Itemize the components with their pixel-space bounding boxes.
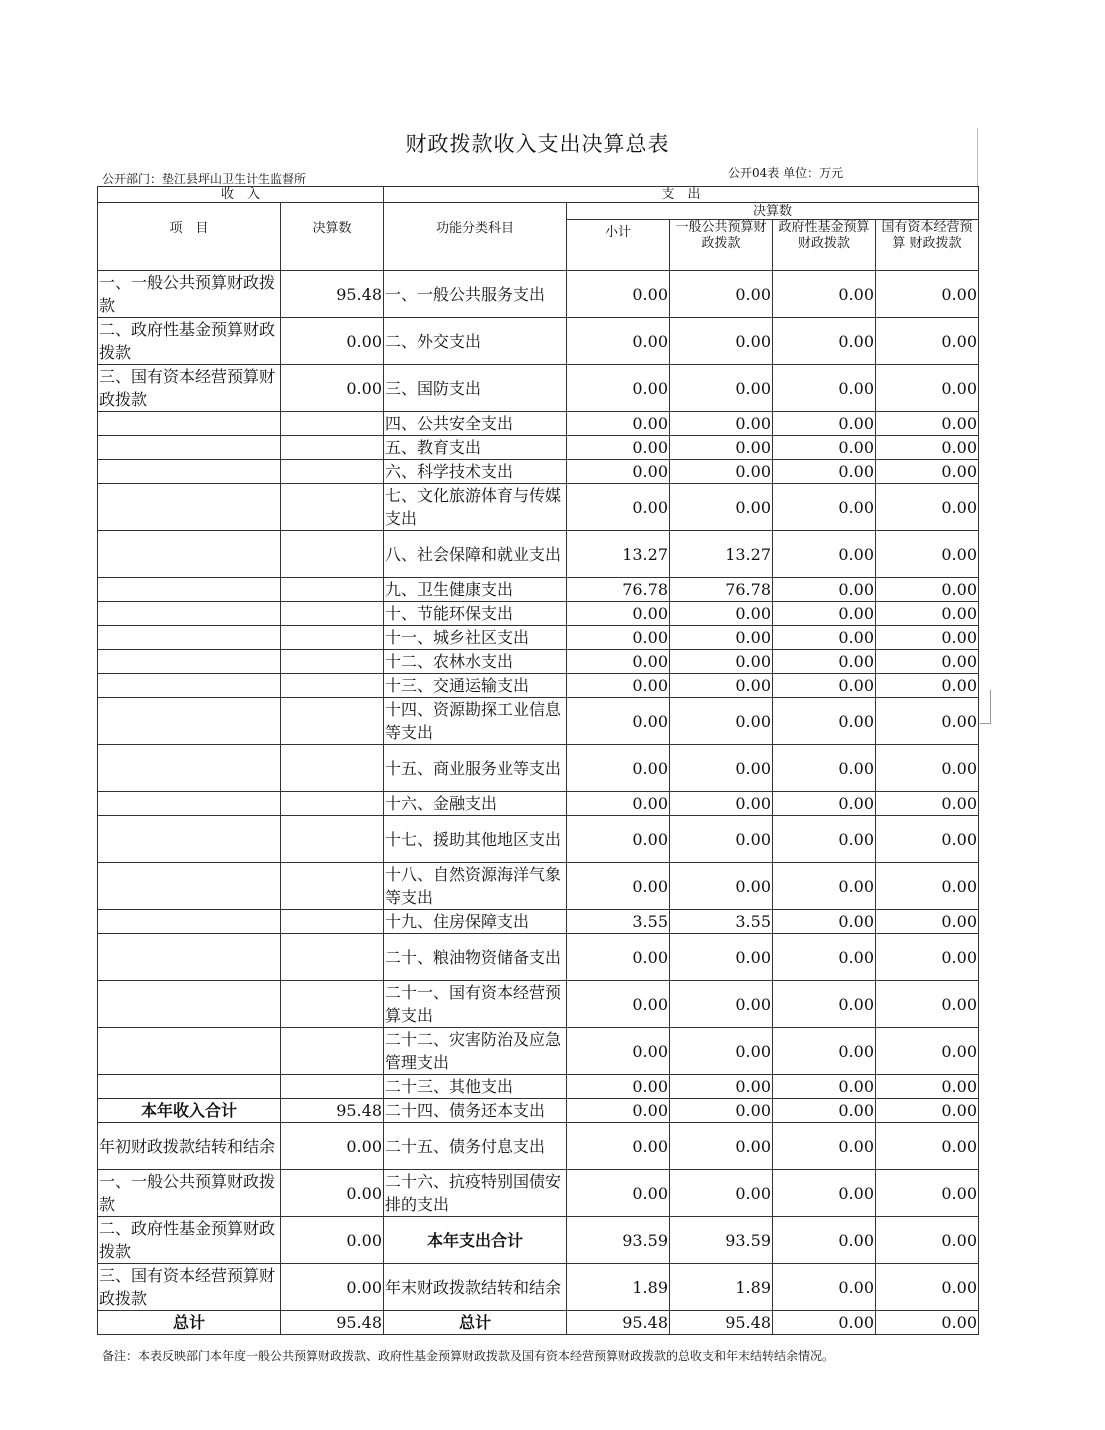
state-capital-cell: 0.00: [876, 674, 979, 698]
expense-item-cell: 十五、商业服务业等支出: [384, 745, 567, 792]
state-capital-cell: 0.00: [876, 910, 979, 934]
table-unit-label: 公开04表 单位：万元: [728, 166, 844, 180]
table-row: [98, 1028, 979, 1075]
general-budget-cell: 93.59: [670, 1217, 773, 1264]
table-row: [98, 271, 979, 318]
general-budget-cell: 13.27: [670, 531, 773, 578]
general-budget-cell: 0.00: [670, 436, 773, 460]
gov-fund-cell: 0.00: [773, 365, 876, 412]
table-row: [98, 745, 979, 792]
income-amount-cell: [281, 698, 384, 745]
general-budget-cell: 0.00: [670, 460, 773, 484]
table-row: [98, 1311, 979, 1335]
state-capital-cell: 0.00: [876, 1264, 979, 1311]
state-capital-cell: 0.00: [876, 436, 979, 460]
income-amount-cell: 0.00: [281, 1123, 384, 1170]
final-amount-header: 决算数: [567, 203, 979, 220]
general-budget-cell: 0.00: [670, 484, 773, 531]
table-row: [98, 578, 979, 602]
income-amount-cell: [281, 934, 384, 981]
income-amount-cell: [281, 412, 384, 436]
subtotal-cell: 95.48: [567, 1311, 670, 1335]
income-amount-cell: [281, 981, 384, 1028]
general-budget-cell: 0.00: [670, 981, 773, 1028]
gov-fund-cell: 0.00: [773, 626, 876, 650]
income-item-cell: [98, 1075, 281, 1099]
expense-item-cell: 十六、金融支出: [384, 792, 567, 816]
income-item-cell: 年初财政拨款结转和结余: [98, 1123, 281, 1170]
gov-fund-cell: 0.00: [773, 934, 876, 981]
general-budget-cell: 0.00: [670, 318, 773, 365]
table-row: [98, 626, 979, 650]
general-budget-cell: 0.00: [670, 745, 773, 792]
table-row: [98, 816, 979, 863]
income-amount-cell: [281, 578, 384, 602]
state-capital-cell: 0.00: [876, 365, 979, 412]
income-item-cell: [98, 981, 281, 1028]
state-capital-cell: 0.00: [876, 1075, 979, 1099]
income-item-cell: [98, 816, 281, 863]
table-row: [98, 934, 979, 981]
expense-item-cell: 总计: [384, 1311, 567, 1335]
subtotal-cell: 0.00: [567, 318, 670, 365]
income-item-cell: [98, 745, 281, 792]
income-item-cell: [98, 674, 281, 698]
subtotal-cell: 0.00: [567, 365, 670, 412]
subtotal-cell: 0.00: [567, 1170, 670, 1217]
income-amount-cell: [281, 436, 384, 460]
general-budget-cell: 0.00: [670, 626, 773, 650]
table-row: [98, 1170, 979, 1217]
expense-item-cell: 八、社会保障和就业支出: [384, 531, 567, 578]
state-capital-cell: 0.00: [876, 484, 979, 531]
margin-mark: [980, 723, 990, 724]
state-capital-cell: 0.00: [876, 1028, 979, 1075]
expense-item-cell: 十三、交通运输支出: [384, 674, 567, 698]
subtotal-cell: 0.00: [567, 674, 670, 698]
state-capital-cell: 0.00: [876, 318, 979, 365]
expense-item-cell: 二十三、其他支出: [384, 1075, 567, 1099]
subtotal-cell: 0.00: [567, 792, 670, 816]
general-budget-cell: 0.00: [670, 365, 773, 412]
general-budget-cell: 95.48: [670, 1311, 773, 1335]
state-capital-cell: 0.00: [876, 981, 979, 1028]
income-amount-cell: [281, 745, 384, 792]
subtotal-cell: 0.00: [567, 460, 670, 484]
general-budget-cell: 0.00: [670, 698, 773, 745]
gov-fund-cell: 0.00: [773, 863, 876, 910]
expense-header: 支 出: [384, 187, 979, 203]
subtotal-cell: 0.00: [567, 745, 670, 792]
income-item-cell: 一、一般公共预算财政拨款: [98, 271, 281, 318]
subtotal-cell: 0.00: [567, 1075, 670, 1099]
gov-fund-cell: 0.00: [773, 1264, 876, 1311]
income-item-cell: [98, 650, 281, 674]
expense-item-cell: 十二、农林水支出: [384, 650, 567, 674]
gov-fund-cell: 0.00: [773, 602, 876, 626]
subtotal-cell: 13.27: [567, 531, 670, 578]
gov-fund-cell: 0.00: [773, 318, 876, 365]
gov-fund-cell: 0.00: [773, 910, 876, 934]
income-item-cell: [98, 698, 281, 745]
gov-fund-cell: 0.00: [773, 1028, 876, 1075]
margin-mark: [990, 690, 991, 724]
page-title: 财政拨款收入支出决算总表: [405, 132, 670, 156]
table-row: [98, 1075, 979, 1099]
general-budget-cell: 0.00: [670, 792, 773, 816]
income-amount-cell: [281, 1075, 384, 1099]
expense-item-cell: 七、文化旅游体育与传媒支出: [384, 484, 567, 531]
income-item-cell: [98, 910, 281, 934]
general-budget-cell: 0.00: [670, 1170, 773, 1217]
gov-fund-cell: 0.00: [773, 578, 876, 602]
subtotal-cell: 0.00: [567, 271, 670, 318]
table-row: [98, 1264, 979, 1311]
income-amount-cell: 0.00: [281, 1264, 384, 1311]
subtotal-cell: 0.00: [567, 981, 670, 1028]
table-row: [98, 602, 979, 626]
subtotal-cell: 0.00: [567, 698, 670, 745]
gov-fund-cell: 0.00: [773, 698, 876, 745]
table-row: [98, 1123, 979, 1170]
income-amount-cell: [281, 531, 384, 578]
state-capital-cell: 0.00: [876, 412, 979, 436]
subtotal-cell: 0.00: [567, 626, 670, 650]
state-capital-cell: 0.00: [876, 602, 979, 626]
income-item-cell: [98, 531, 281, 578]
subtotal-cell: 0.00: [567, 934, 670, 981]
expense-item-cell: 五、教育支出: [384, 436, 567, 460]
gov-fund-cell: 0.00: [773, 460, 876, 484]
table-row: [98, 698, 979, 745]
state-capital-cell: 0.00: [876, 578, 979, 602]
subtotal-cell: 0.00: [567, 484, 670, 531]
state-capital-cell: 0.00: [876, 1170, 979, 1217]
expense-item-cell: 二十、粮油物资储备支出: [384, 934, 567, 981]
general-budget-cell: 0.00: [670, 816, 773, 863]
general-budget-header: 一般公共预算财政拨款: [670, 220, 773, 271]
table-row: [98, 674, 979, 698]
table-row: [98, 1217, 979, 1264]
income-header: 收 入: [98, 187, 384, 203]
expense-item-cell: 二十一、国有资本经营预算支出: [384, 981, 567, 1028]
table-row: [98, 531, 979, 578]
income-item-cell: [98, 1028, 281, 1075]
state-capital-cell: 0.00: [876, 698, 979, 745]
table-row: [98, 412, 979, 436]
table-row: [98, 436, 979, 460]
gov-fund-cell: 0.00: [773, 436, 876, 460]
appropriation-table: [97, 186, 979, 1335]
expense-item-cell: 六、科学技术支出: [384, 460, 567, 484]
income-amount-cell: 0.00: [281, 1170, 384, 1217]
subtotal-cell: 0.00: [567, 436, 670, 460]
subtotal-cell: 0.00: [567, 816, 670, 863]
subtotal-cell: 0.00: [567, 412, 670, 436]
income-item-cell: [98, 602, 281, 626]
subtotal-cell: 0.00: [567, 1123, 670, 1170]
income-item-cell: [98, 626, 281, 650]
income-amount-cell: [281, 910, 384, 934]
table-row: [98, 460, 979, 484]
income-amount-cell: [281, 602, 384, 626]
subtotal-cell: 0.00: [567, 602, 670, 626]
income-item-cell: 二、政府性基金预算财政拨款: [98, 318, 281, 365]
expense-item-cell: 九、卫生健康支出: [384, 578, 567, 602]
state-capital-cell: 0.00: [876, 745, 979, 792]
table-row: [98, 863, 979, 910]
income-amount-cell: 0.00: [281, 365, 384, 412]
expense-item-cell: 十八、自然资源海洋气象等支出: [384, 863, 567, 910]
expense-item-cell: 二十四、债务还本支出: [384, 1099, 567, 1123]
subtotal-cell: 0.00: [567, 650, 670, 674]
expense-item-cell: 本年支出合计: [384, 1217, 567, 1264]
footnote: 备注：本表反映部门本年度一般公共预算财政拨款、政府性基金预算财政拨款及国有资本经营预算财政拨款的总收支和年末结转结余情况。: [102, 1349, 835, 1363]
income-item-cell: [98, 863, 281, 910]
income-amount-cell: [281, 626, 384, 650]
expense-item-cell: 二十二、灾害防治及应急管理支出: [384, 1028, 567, 1075]
income-item-cell: [98, 934, 281, 981]
income-amount-cell: [281, 863, 384, 910]
income-item-cell: 二、政府性基金预算财政拨款: [98, 1217, 281, 1264]
gov-fund-cell: 0.00: [773, 1075, 876, 1099]
gov-fund-cell: 0.00: [773, 792, 876, 816]
gov-fund-cell: 0.00: [773, 1217, 876, 1264]
income-amount-cell: 0.00: [281, 1217, 384, 1264]
income-amount-cell: 95.48: [281, 271, 384, 318]
gov-fund-cell: 0.00: [773, 674, 876, 698]
income-item-cell: [98, 578, 281, 602]
gov-fund-cell: 0.00: [773, 650, 876, 674]
expense-item-cell: 一、一般公共服务支出: [384, 271, 567, 318]
margin-line: [977, 128, 978, 188]
function-header: 功能分类科目: [384, 203, 567, 271]
table-row: [98, 650, 979, 674]
subtotal-cell: 0.00: [567, 1099, 670, 1123]
income-amount-cell: [281, 650, 384, 674]
income-item-cell: 一、一般公共预算财政拨款: [98, 1170, 281, 1217]
subtotal-cell: 0.00: [567, 1028, 670, 1075]
income-amount-cell: [281, 816, 384, 863]
state-capital-cell: 0.00: [876, 1217, 979, 1264]
gov-fund-cell: 0.00: [773, 271, 876, 318]
subtotal-cell: 3.55: [567, 910, 670, 934]
gov-fund-cell: 0.00: [773, 1123, 876, 1170]
gov-fund-cell: 0.00: [773, 816, 876, 863]
expense-item-cell: 十七、援助其他地区支出: [384, 816, 567, 863]
expense-item-cell: 三、国防支出: [384, 365, 567, 412]
income-amount-cell: 95.48: [281, 1099, 384, 1123]
income-item-cell: 本年收入合计: [98, 1099, 281, 1123]
general-budget-cell: 0.00: [670, 674, 773, 698]
table-row: [98, 910, 979, 934]
general-budget-cell: 0.00: [670, 1075, 773, 1099]
subtotal-cell: 76.78: [567, 578, 670, 602]
income-item-cell: [98, 436, 281, 460]
expense-item-cell: 二十五、债务付息支出: [384, 1123, 567, 1170]
state-capital-cell: 0.00: [876, 271, 979, 318]
table-row: [98, 484, 979, 531]
general-budget-cell: 0.00: [670, 412, 773, 436]
general-budget-cell: 0.00: [670, 1123, 773, 1170]
state-capital-cell: 0.00: [876, 1123, 979, 1170]
table-row: [98, 792, 979, 816]
income-item-cell: [98, 792, 281, 816]
expense-item-cell: 十、节能环保支出: [384, 602, 567, 626]
gov-fund-cell: 0.00: [773, 1311, 876, 1335]
expense-item-cell: 二十六、抗疫特别国债安排的支出: [384, 1170, 567, 1217]
state-capital-cell: 0.00: [876, 1311, 979, 1335]
income-item-cell: 总计: [98, 1311, 281, 1335]
state-capital-cell: 0.00: [876, 626, 979, 650]
income-amount-cell: 95.48: [281, 1311, 384, 1335]
state-capital-cell: 0.00: [876, 792, 979, 816]
subtotal-header: 小计: [567, 220, 670, 271]
state-capital-cell: 0.00: [876, 650, 979, 674]
gov-fund-cell: 0.00: [773, 531, 876, 578]
income-amount-cell: [281, 792, 384, 816]
state-capital-cell: 0.00: [876, 1099, 979, 1123]
income-item-cell: 三、国有资本经营预算财政拨款: [98, 1264, 281, 1311]
table-row: [98, 981, 979, 1028]
table-row: [98, 318, 979, 365]
expense-item-cell: 四、公共安全支出: [384, 412, 567, 436]
gov-fund-cell: 0.00: [773, 745, 876, 792]
state-capital-header: 国有资本经营预算 财政拨款: [876, 220, 979, 271]
amount-header: 决算数: [281, 203, 384, 271]
subtotal-cell: 93.59: [567, 1217, 670, 1264]
gov-fund-cell: 0.00: [773, 981, 876, 1028]
income-amount-cell: 0.00: [281, 318, 384, 365]
general-budget-cell: 3.55: [670, 910, 773, 934]
general-budget-cell: 0.00: [670, 1099, 773, 1123]
subtotal-cell: 0.00: [567, 863, 670, 910]
expense-item-cell: 十一、城乡社区支出: [384, 626, 567, 650]
general-budget-cell: 0.00: [670, 650, 773, 674]
income-item-cell: 三、国有资本经营预算财政拨款: [98, 365, 281, 412]
income-amount-cell: [281, 674, 384, 698]
state-capital-cell: 0.00: [876, 460, 979, 484]
general-budget-cell: 0.00: [670, 863, 773, 910]
gov-fund-cell: 0.00: [773, 484, 876, 531]
general-budget-cell: 76.78: [670, 578, 773, 602]
income-amount-cell: [281, 484, 384, 531]
general-budget-cell: 0.00: [670, 1028, 773, 1075]
income-item-cell: [98, 484, 281, 531]
general-budget-cell: 0.00: [670, 602, 773, 626]
expense-item-cell: 年末财政拨款结转和结余: [384, 1264, 567, 1311]
general-budget-cell: 0.00: [670, 934, 773, 981]
gov-fund-cell: 0.00: [773, 412, 876, 436]
income-amount-cell: [281, 1028, 384, 1075]
item-header: 项 目: [98, 203, 281, 271]
state-capital-cell: 0.00: [876, 863, 979, 910]
state-capital-cell: 0.00: [876, 816, 979, 863]
general-budget-cell: 0.00: [670, 271, 773, 318]
state-capital-cell: 0.00: [876, 531, 979, 578]
gov-fund-header: 政府性基金预算财政拨款: [773, 220, 876, 271]
general-budget-cell: 1.89: [670, 1264, 773, 1311]
gov-fund-cell: 0.00: [773, 1170, 876, 1217]
expense-item-cell: 二、外交支出: [384, 318, 567, 365]
expense-item-cell: 十四、资源勘探工业信息等支出: [384, 698, 567, 745]
table-row: [98, 365, 979, 412]
subtotal-cell: 1.89: [567, 1264, 670, 1311]
expense-item-cell: 十九、住房保障支出: [384, 910, 567, 934]
department-label: 公开部门：垫江县坪山卫生计生监督所: [102, 172, 307, 186]
state-capital-cell: 0.00: [876, 934, 979, 981]
income-item-cell: [98, 460, 281, 484]
income-item-cell: [98, 412, 281, 436]
income-amount-cell: [281, 460, 384, 484]
table-row: [98, 1099, 979, 1123]
gov-fund-cell: 0.00: [773, 1099, 876, 1123]
